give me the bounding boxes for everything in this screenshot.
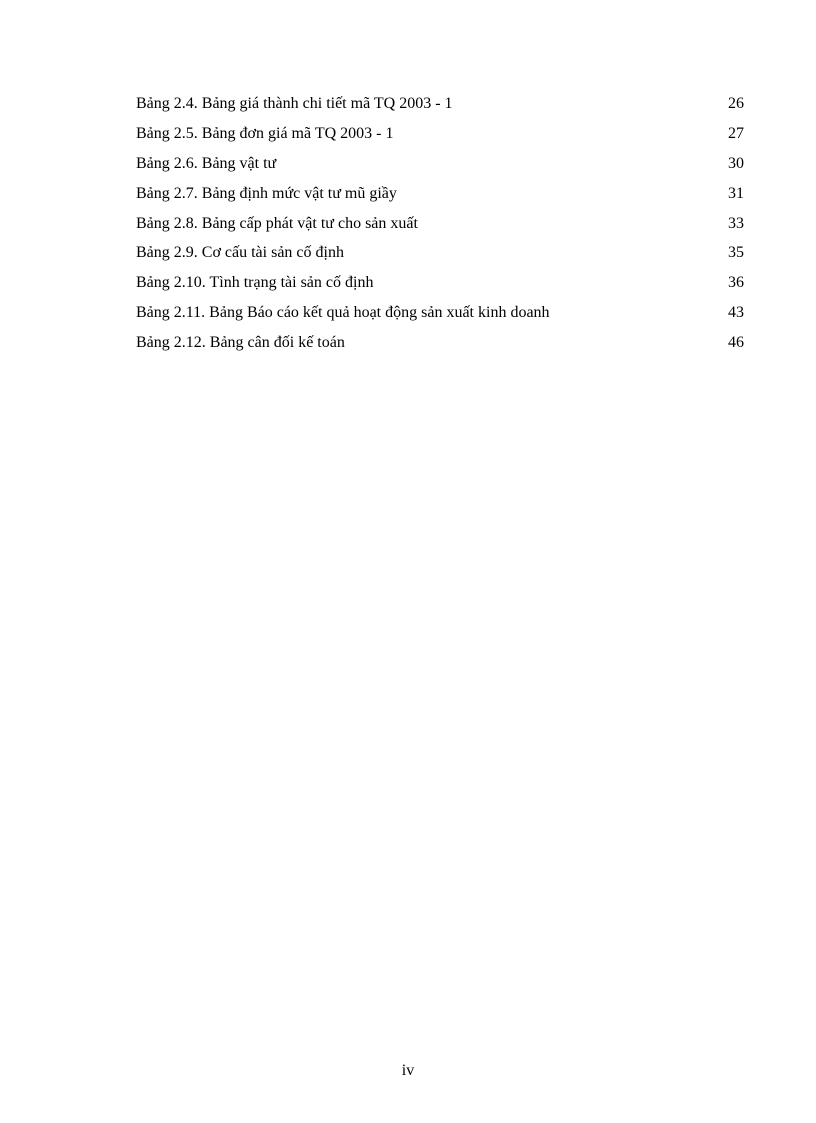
toc-entry-page: 35 [728, 244, 744, 262]
toc-entry-page: 26 [728, 95, 744, 112]
toc-entry [136, 183, 744, 213]
toc-entry-page: 33 [728, 214, 744, 232]
table-of-tables [136, 93, 744, 362]
toc-entry-page: 27 [728, 124, 744, 142]
toc-entry-title: Bảng 2.8. Bảng cấp phát vật tư cho sản xuất [136, 214, 418, 232]
toc-entry-title: Bảng 2.10. Tình trạng tài sản cố định [136, 274, 374, 292]
toc-entry-page: 43 [728, 304, 744, 322]
toc-entry [136, 123, 744, 153]
toc-entry-title: Bảng 2.9. Cơ cấu tài sản cố định [136, 244, 344, 262]
toc-entry-title: Bảng 2.7. Bảng định mức vật tư mũ giầy [136, 184, 397, 202]
toc-entry-title: Bảng 2.4. Bảng giá thành chi tiết mã TQ 2003 - 1 [136, 95, 453, 112]
toc-entry-title: Bảng 2.5. Bảng đơn giá mã TQ 2003 - 1 [136, 124, 394, 142]
toc-entry-page: 36 [728, 274, 744, 292]
page-number: iv [401, 1062, 415, 1079]
toc-entry-title: Bảng 2.12. Bảng cân đối kế toán [136, 334, 345, 352]
toc-entry [136, 332, 744, 362]
toc-entry [136, 302, 744, 332]
toc-entry-page: 31 [728, 184, 744, 202]
toc-entry-page: 30 [728, 154, 744, 172]
toc-entry-page: 46 [728, 334, 744, 352]
toc-entry [136, 153, 744, 183]
toc-entry [136, 93, 744, 123]
toc-entry [136, 272, 744, 302]
toc-entry-title: Bảng 2.11. Bảng Báo cáo kết quả hoạt động sản xuất kinh doanh [136, 304, 550, 322]
toc-entry-title: Bảng 2.6. Bảng vật tư [136, 154, 277, 172]
toc-entry [136, 242, 744, 272]
toc-entry [136, 213, 744, 243]
